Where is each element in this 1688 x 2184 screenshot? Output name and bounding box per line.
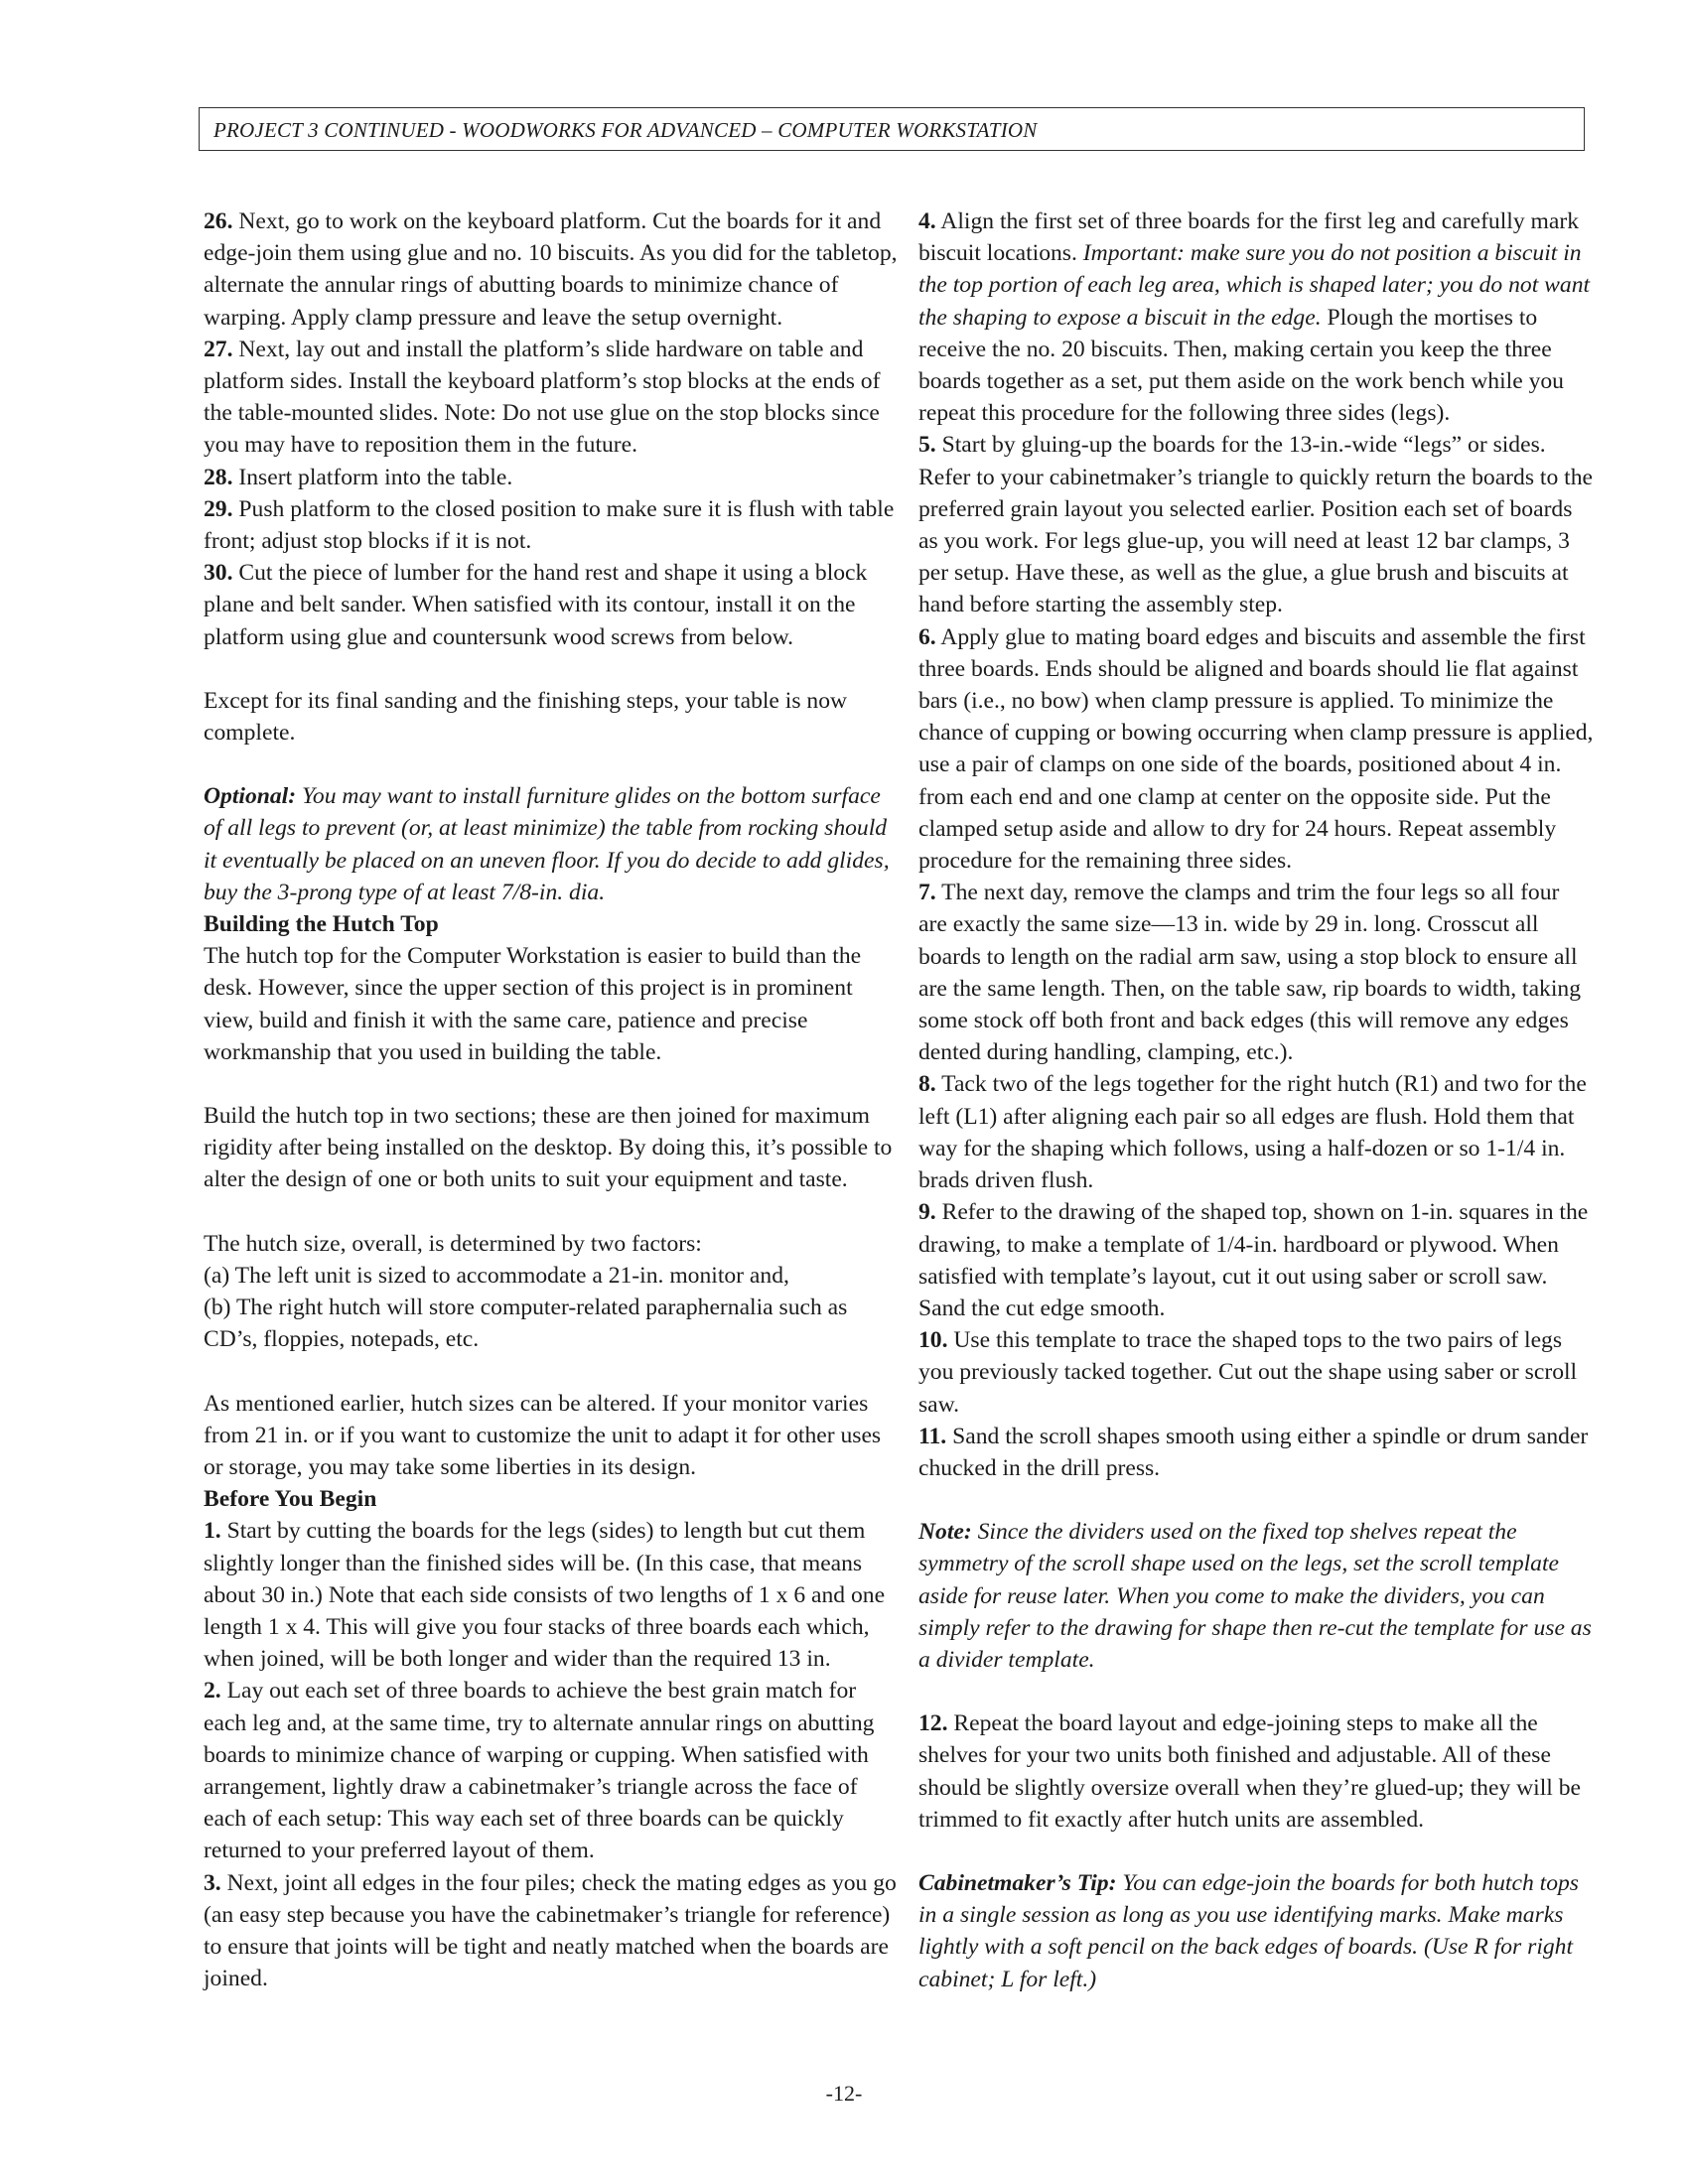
cabinetmaker-tip: Cabinetmaker’s Tip: You can edge-join the boards for both hutch tops in a single session as long as you use identifying marks. Make marks lightly with a soft pencil on the back edges of boards. (Use R for right cabinet; L for left.) (918, 1869, 1579, 1992)
step-5: 5. Start by gluing-up the boards for the 13-in.-wide “legs” or sides. Refer to your cabinetmaker’s triangle to quickly return the boards to the preferred grain layout you selected earlier. Position each set of boards as you work. For legs glue-up, you will need at least 12 bar clamps, 3 per setup. Have these, as well as the glue, a glue brush and biscuits at hand before starting the assembly step. (918, 432, 1593, 618)
step-11: 11. Sand the scroll shapes smooth using either a spindle or drum sander chucked in the drill press. (918, 1423, 1589, 1481)
step-30: 30. Cut the piece of lumber for the hand rest and shape it using a block plane and belt sander. When satisfied with its contour, install it on the platform using glue and countersunk wood screws from below. (204, 560, 868, 650)
optional-note: Optional: You may want to install furniture glides on the bottom surface of all legs to prevent (or, at least minimize) the table from rocking should it eventually be placed on an uneven floor. If you do decide to add glides, buy the 3-prong type of at least 7/8-in. dia. (204, 783, 890, 905)
hutch-paragraph-4: As mentioned earlier, hutch sizes can be altered. If your monitor varies from 21 in. or if you want to customize the unit to adapt it for other uses or storage, you may take some liberties in its design. (204, 1390, 882, 1480)
step-4: 4. Align the first set of three boards for the first leg and carefully mark biscuit locations. Important: make sure you do not position a biscuit in the top portion of each leg area, which is shaped later; you do not want the shaping to expose a biscuit in the edge. Plough the mortises to receive the no. 20 biscuits. Then, making certain you keep the three boards together as a set, put them aside on the work bench while you repeat this procedure for the following three sides (legs). (918, 208, 1591, 427)
hutch-factors-intro: The hutch size, overall, is determined by two factors: (204, 1230, 702, 1257)
step-1: 1. Start by cutting the boards for the legs (sides) to length but cut them slightly longer than the finished sides will be. (In this case, that means about 30 in.) Note that each side consists of two lengths of 1 x 6 and one length 1 x 4. This will give you four stacks of three boards each which, when joined, will be both longer and wider than the required 13 in. (204, 1518, 886, 1673)
right-column (918, 205, 1594, 1995)
hutch-factor-a: (a) The left unit is sized to accommodate a 21-in. monitor and, (204, 1262, 789, 1289)
page-number: -12- (825, 2081, 863, 2106)
step-29: 29. Push platform to the closed position to make sure it is flush with table front; adjust stop blocks if it is not. (204, 495, 895, 555)
hutch-heading: Building the Hutch Top (204, 911, 439, 938)
step-12: 12. Repeat the board layout and edge-joining steps to make all the shelves for your two units both finished and adjustable. All of these should be slightly oversize overall when they’re glued-up; they will be trimmed to fit exactly after hutch units are assembled. (918, 1710, 1582, 1833)
step-28: 28. Insert platform into the table. (204, 464, 513, 490)
hutch-paragraph-1: The hutch top for the Computer Workstation is easier to build than the desk. However, since the upper section of this project is in prominent view, build and finish it with the same care, patience and precise workmanship that you used in building the table. (204, 943, 862, 1065)
header-title: PROJECT 3 CONTINUED - WOODWORKS FOR ADVANCED – COMPUTER WORKSTATION (213, 118, 1038, 142)
hutch-factor-b: (b) The right hutch will store computer-related paraphernalia such as CD’s, floppies, notepads, etc. (204, 1295, 848, 1353)
step-7: 7. The next day, remove the clamps and trim the four legs so all four are exactly the same size—13 in. wide by 29 in. long. Crosscut all boards to length on the radial arm saw, using a stop block to ensure all are the same length. Then, on the table saw, rip boards to width, taking some stock off both front and back edges (this will remove any edges dented during handling, clamping, etc.). (918, 880, 1582, 1066)
before-you-begin-heading: Before You Begin (204, 1486, 377, 1513)
completion-paragraph: Except for its final sanding and the finishing steps, your table is now complete. (204, 687, 848, 747)
step-27: 27. Next, lay out and install the platform’s slide hardware on table and platform sides. Install the keyboard platform’s stop blocks at the ends of the table-mounted slides. Note: Do not use glue on the stop blocks since you may have to reposition them in the future. (204, 336, 881, 459)
step-10: 10. Use this template to trace the shaped tops to the two pairs of legs you previously tacked together. Cut out the shape using saber or scroll saw. (918, 1327, 1578, 1418)
divider-note: Note: Since the dividers used on the fixed top shelves repeat the symmetry of the scroll shape used on the legs, set the scroll template aside for reuse later. When you come to make the dividers, you can simply refer to the drawing for shape then re-cut the template for use as a divider template. (918, 1519, 1592, 1673)
step-8: 8. Tack two of the legs together for the right hutch (R1) and two for the left (L1) after aligning each pair so all edges are flush. Hold them that way for the shaping which follows, using a half-dozen or so 1-1/4 in. brads driven flush. (918, 1071, 1587, 1194)
step-26: 26. Next, go to work on the keyboard platform. Cut the boards for it and edge-join them using glue and no. 10 biscuits. As you did for the tabletop, alternate the annular rings of abutting boards to minimize chance of warping. Apply clamp pressure and leave the setup overnight. (204, 208, 898, 331)
left-column (204, 205, 899, 1994)
page-header (199, 107, 1585, 151)
step-6: 6. Apply glue to mating board edges and biscuits and assemble the first three boards. Ends should be aligned and boards should lie flat against bars (i.e., no bow) when clamp pressure is applied. To minimize the chance of cupping or bowing occurring when clamp pressure is applied, use a pair of clamps on one side of the boards, positioned about 4 in. from each end and one clamp at center on the opposite side. Put the clamped setup aside and allow to dry for 24 hours. Repeat assembly procedure for the remaining three sides. (918, 623, 1594, 875)
step-9: 9. Refer to the drawing of the shaped top, shown on 1-in. squares in the drawing, to make a template of 1/4-in. hardboard or plywood. When satisfied with template’s layout, cut it out using saber or scroll saw. Sand the cut edge smooth. (918, 1199, 1589, 1321)
step-2: 2. Lay out each set of three boards to achieve the best grain match for each leg and, at the same time, try to alternate annular rings on abutting boards to minimize chance of warping or cupping. When satisfied with arrangement, lightly draw a cabinetmaker’s triangle across the face of each of each setup: This way each set of three boards can be quickly returned to your preferred layout of them. (204, 1678, 875, 1864)
hutch-paragraph-2: Build the hutch top in two sections; these are then joined for maximum rigidity after being installed on the desktop. By doing this, it’s possible to alter the design of one or both units to suit your equipment and taste. (204, 1103, 893, 1193)
step-3: 3. Next, joint all edges in the four piles; check the mating edges as you go (an easy step because you have the cabinetmaker’s triangle for reference) to ensure that joints will be tight and neatly matched when the boards are joined. (204, 1869, 897, 1992)
